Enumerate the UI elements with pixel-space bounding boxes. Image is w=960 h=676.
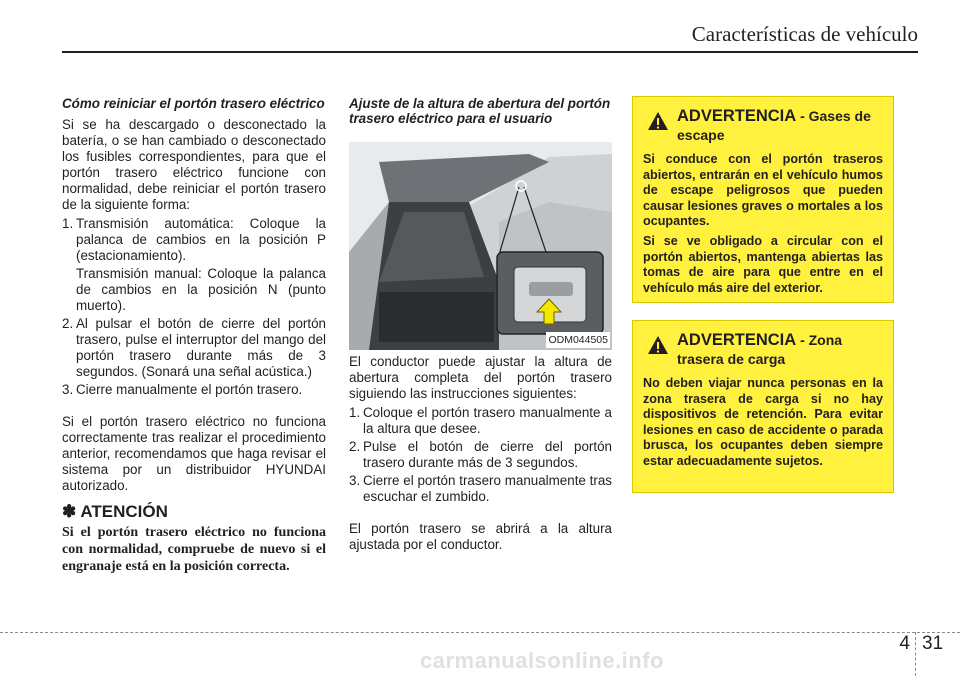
warning-title: ADVERTENCIA — [677, 107, 797, 125]
tailgate-photo — [349, 142, 612, 350]
figure-code: ODM044505 — [548, 334, 608, 346]
list-item: 1. Coloque el portón trasero manualmente a la altura que desee. — [349, 405, 612, 436]
column-left — [62, 96, 326, 575]
chapter-number: 4 — [899, 633, 910, 654]
warning-subtitle: - Zona trasera de carga — [677, 332, 843, 367]
reset-steps — [62, 216, 326, 398]
column-middle — [349, 96, 612, 555]
height-steps — [349, 405, 612, 505]
list-item: 1. Transmisión automática: Coloque la palanca de cambios en la posición P (estacionamiento). — [62, 216, 326, 263]
warning-subtitle: - Gases de escape — [677, 108, 871, 143]
height-intro: El conductor puede ajustar la altura de abertura completa del portón trasero siguiendo las instrucciones siguientes: — [349, 354, 612, 401]
warning-triangle-icon — [647, 335, 669, 355]
height-closing: El portón trasero se abrirá a la altura ajustada por el conductor. — [349, 521, 612, 552]
reset-note: Si el portón trasero eléctrico no funciona correctamente tras realizar el procedimiento anterior, recomendamos que haga revisar el sistema por un distribuidor HYUNDAI autorizado. — [62, 414, 326, 493]
list-item: 2. Al pulsar el botón de cierre del portón trasero, pulse el interruptor del mango del portón trasero durante más de 3 segundos. (Sonará una señal acústica.) — [62, 316, 326, 379]
attention-heading: ✽ ATENCIÓN — [62, 502, 168, 521]
section-heading-height: Ajuste de la altura de abertura del portón trasero eléctrico para el usuario — [349, 96, 611, 126]
warning-title: ADVERTENCIA — [677, 331, 797, 349]
page-number: 31 — [922, 633, 944, 654]
page-number-separator — [915, 632, 916, 676]
list-item: 3. Cierre manualmente el portón trasero. — [62, 382, 303, 397]
list-item: 2. Pulse el botón de cierre del portón trasero durante más de 3 segundos. — [349, 439, 612, 470]
attention-body: Si el portón trasero eléctrico no funciona con normalidad, compruebe de nuevo si el engranaje está en la posición correcta. — [62, 525, 326, 574]
warning-paragraph: Si conduce con el portón traseros abiertos, entrarán en el vehículo humos de escape peligrosos que pueden causar lesiones graves o mortales a los ocupantes. — [643, 152, 883, 229]
footer-rule — [0, 632, 960, 633]
list-item: 3. Cierre el portón trasero manualmente tras escuchar el zumbido. — [349, 473, 612, 504]
warning-paragraph: No deben viajar nunca personas en la zona trasera de carga si no hay dispositivos de retención. Para evitar lesiones en caso de accidente o parada brusca, los ocupantes deben siempre estar adecuadamente sujetos. — [643, 376, 883, 468]
list-item: Transmisión manual: Coloque la palanca de cambios en la posición N (punto muerto). — [76, 266, 326, 313]
header-rule — [62, 51, 918, 53]
running-header-title: Características de vehículo — [691, 22, 918, 46]
warning-paragraph: Si se ve obligado a circular con el portón abiertos, mantenga abiertas las tomas de aire para que entre en el vehículo más aire del exterior. — [643, 233, 883, 295]
reset-intro: Si se ha descargado o desconectado la batería, o se han cambiado o desconectado los fusibles correspondientes, para que el portón trasero eléctrico funcione con normalidad, debe reiniciar el portón trasero de la siguiente forma: — [62, 117, 326, 212]
warning-triangle-icon — [647, 111, 669, 131]
warning-box-cargo — [632, 320, 894, 493]
section-heading-reset: Cómo reiniciar el portón trasero eléctrico — [62, 96, 325, 111]
watermark-text: carmanualsonline.info — [420, 648, 664, 673]
tailgate-illustration — [349, 142, 612, 350]
warning-box-exhaust — [632, 96, 894, 303]
